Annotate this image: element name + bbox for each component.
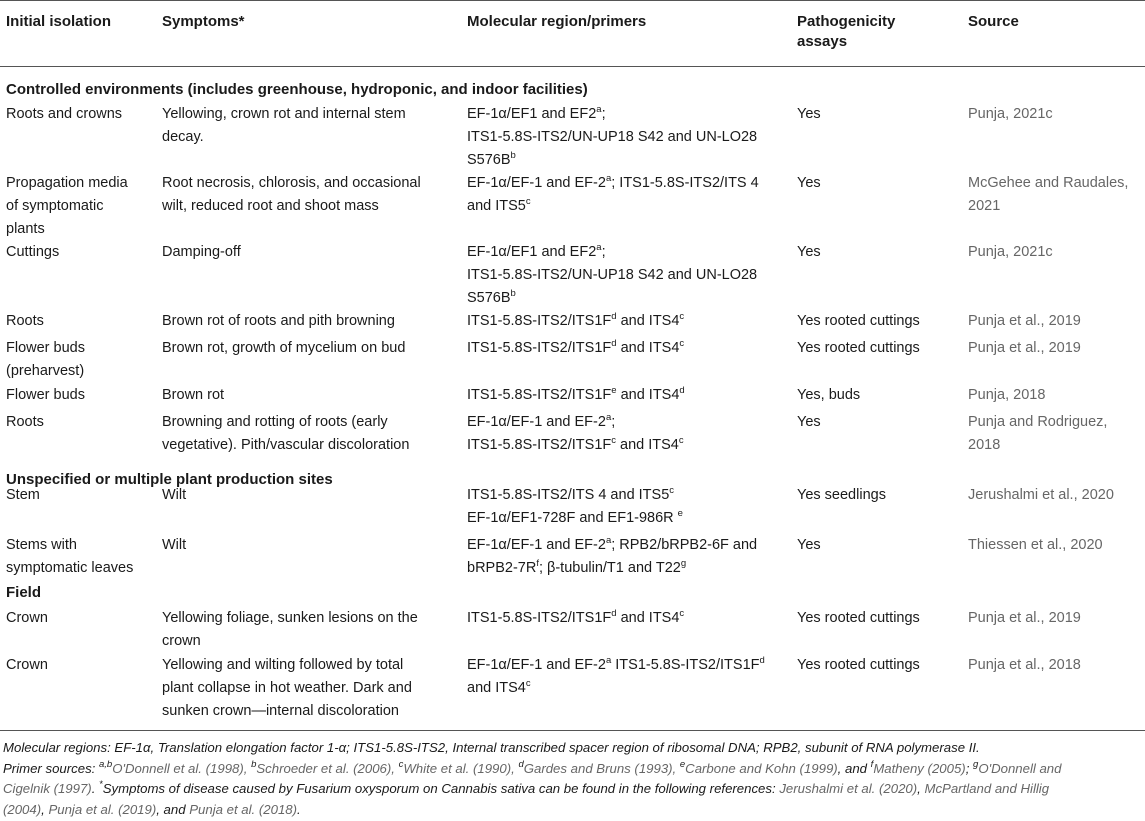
cell-pathogenicity-line: Yes bbox=[797, 414, 821, 430]
cell-molecular-region-line bbox=[467, 557, 802, 580]
cell-molecular-region bbox=[467, 337, 802, 360]
citation-link[interactable]: Punja et al. (2019) bbox=[48, 802, 157, 817]
cell-molecular-region-line bbox=[467, 195, 802, 218]
cell-initial-isolation-line: of symptomatic bbox=[6, 198, 104, 214]
cell-molecular-region-line bbox=[467, 534, 802, 557]
footnote-marker: c bbox=[669, 485, 675, 496]
cell-initial-isolation bbox=[6, 654, 154, 677]
cell-initial-isolation-line: (preharvest) bbox=[6, 363, 85, 379]
primer-text: ITS1-5.8S-ITS2/UN-UP18 S42 and UN-LO28 bbox=[467, 267, 758, 283]
table-header bbox=[0, 0, 1145, 66]
header-source: Source bbox=[968, 13, 1019, 30]
cell-initial-isolation-line: Crown bbox=[6, 610, 48, 626]
header-initial-isolation: Initial isolation bbox=[6, 13, 112, 30]
header-bottom-rule bbox=[0, 66, 1145, 67]
cell-initial-isolation bbox=[6, 241, 154, 264]
header-molecular-region: Molecular region/primers bbox=[467, 13, 647, 30]
cell-source bbox=[968, 607, 1143, 630]
footnote-marker: d bbox=[611, 338, 617, 349]
footnote-marker: * bbox=[99, 779, 103, 790]
cell-source-line: Punja et al., 2019 bbox=[968, 610, 1081, 626]
cell-source bbox=[968, 103, 1143, 126]
cell-pathogenicity-line: Yes seedlings bbox=[797, 487, 886, 503]
footnote-marker: d bbox=[518, 759, 524, 770]
cell-initial-isolation-line: Propagation media bbox=[6, 175, 128, 191]
cell-pathogenicity-line: Yes rooted cuttings bbox=[797, 340, 920, 356]
footnote-text: Symptoms of disease caused by Fusarium oxysporum on Cannabis sativa can be found in the following references: bbox=[102, 781, 780, 796]
primer-text: EF-1α/EF-1 and EF-2 bbox=[467, 175, 606, 191]
cell-symptoms-line: Browning and rotting of roots (early bbox=[162, 414, 388, 430]
cell-initial-isolation-line: symptomatic leaves bbox=[6, 560, 134, 576]
header-pathogenicity bbox=[797, 12, 957, 52]
cell-symptoms-line: Yellowing, crown rot and internal stem bbox=[162, 106, 406, 122]
cell-symptoms-line: plant collapse in hot weather. Dark and bbox=[162, 680, 412, 696]
section-heading: Unspecified or multiple plant production sites bbox=[6, 471, 333, 488]
cell-source-line: Punja et al., 2019 bbox=[968, 340, 1081, 356]
cell-initial-isolation-line: Cuttings bbox=[6, 244, 60, 260]
cell-source bbox=[968, 384, 1143, 407]
citation-link[interactable]: Carbone and Kohn (1999) bbox=[685, 761, 838, 776]
cell-source-line: Punja, 2018 bbox=[968, 387, 1046, 403]
citation-link[interactable]: O'Donnell and bbox=[978, 761, 1062, 776]
cell-pathogenicity-line: Yes rooted cuttings bbox=[797, 313, 920, 329]
cell-symptoms bbox=[162, 534, 447, 557]
cell-molecular-region-line bbox=[467, 411, 802, 434]
cell-source bbox=[968, 337, 1143, 360]
cell-symptoms bbox=[162, 310, 447, 333]
cell-symptoms-line: wilt, reduced root and shoot mass bbox=[162, 198, 379, 214]
primer-text: bRPB2-7R bbox=[467, 560, 537, 576]
cell-source bbox=[968, 172, 1143, 218]
cell-symptoms-line: Wilt bbox=[162, 537, 187, 553]
cell-molecular-region bbox=[467, 411, 802, 457]
cell-molecular-region-line bbox=[467, 287, 802, 310]
footnote-marker: d bbox=[611, 311, 617, 322]
footnote-marker: e bbox=[677, 508, 683, 519]
primer-text: and ITS4 bbox=[616, 340, 680, 356]
footnote-marker: c bbox=[611, 435, 616, 446]
footnote-marker: d bbox=[611, 608, 617, 619]
footnote-line bbox=[3, 738, 1143, 759]
footnote-marker: c bbox=[525, 678, 531, 689]
footnote-marker: b bbox=[510, 288, 516, 299]
cell-pathogenicity-line: Yes rooted cuttings bbox=[797, 657, 920, 673]
primer-text: and ITS4 bbox=[616, 610, 680, 626]
cell-symptoms-line: crown bbox=[162, 633, 201, 649]
footnote-text: . bbox=[297, 802, 301, 817]
cell-symptoms-line: Yellowing foliage, sunken lesions on the bbox=[162, 610, 418, 626]
footnote-marker: d bbox=[759, 655, 765, 666]
cell-symptoms bbox=[162, 241, 447, 264]
cell-molecular-region bbox=[467, 654, 802, 700]
cell-source bbox=[968, 241, 1143, 264]
primer-text: EF-1α/EF-1 and EF-2 bbox=[467, 657, 606, 673]
primer-text: ; bbox=[611, 414, 616, 430]
cell-initial-isolation bbox=[6, 310, 154, 333]
cell-pathogenicity bbox=[797, 241, 957, 264]
footnote-marker: a bbox=[605, 535, 612, 546]
cell-symptoms-line: decay. bbox=[162, 129, 204, 145]
cell-molecular-region-line bbox=[467, 149, 802, 172]
cell-pathogenicity bbox=[797, 172, 957, 195]
cell-molecular-region-line bbox=[467, 310, 802, 333]
cell-symptoms bbox=[162, 484, 447, 507]
primer-text: EF-1α/EF-1 and EF-2 bbox=[467, 537, 606, 553]
citation-link[interactable]: Cigelnik (1997) bbox=[3, 781, 92, 796]
cell-pathogenicity bbox=[797, 103, 957, 126]
cell-symptoms bbox=[162, 411, 447, 457]
footnote-marker: c bbox=[679, 311, 685, 322]
cell-symptoms-line: Root necrosis, chlorosis, and occasional bbox=[162, 175, 421, 191]
cell-initial-isolation bbox=[6, 337, 154, 383]
cell-initial-isolation-line: Roots bbox=[6, 313, 44, 329]
citation-link[interactable]: White et al. (1990), bbox=[403, 761, 519, 776]
cell-source-line: Punja et al., 2019 bbox=[968, 313, 1081, 329]
primer-text: ITS1-5.8S-ITS2/ITS 4 and ITS5 bbox=[467, 487, 670, 503]
cell-pathogenicity bbox=[797, 411, 957, 434]
cell-initial-isolation-line: plants bbox=[6, 221, 45, 237]
footnote-marker: c bbox=[525, 196, 531, 207]
primer-text: and ITS4 bbox=[616, 313, 680, 329]
primer-text: ITS1-5.8S-ITS2/ITS1F bbox=[467, 313, 612, 329]
cell-molecular-region bbox=[467, 103, 802, 172]
cell-molecular-region-line bbox=[467, 507, 802, 530]
cell-symptoms-line: Damping-off bbox=[162, 244, 241, 260]
cell-pathogenicity-line: Yes rooted cuttings bbox=[797, 610, 920, 626]
cell-initial-isolation bbox=[6, 103, 154, 126]
footnote-marker: a bbox=[596, 242, 602, 253]
cell-pathogenicity-line: Yes bbox=[797, 244, 821, 260]
citation-link[interactable]: O'Donnell et al. (1998), bbox=[112, 761, 252, 776]
primer-text: ITS1-5.8S-ITS2/ITS1F bbox=[467, 387, 612, 403]
header-symptoms: Symptoms* bbox=[162, 13, 245, 30]
cell-molecular-region-line bbox=[467, 607, 802, 630]
cell-initial-isolation bbox=[6, 172, 154, 241]
footnote-line bbox=[3, 779, 1143, 800]
primer-text: ; bbox=[601, 106, 606, 122]
citation-link[interactable]: Gardes and Bruns (1993), bbox=[523, 761, 680, 776]
cell-source bbox=[968, 654, 1143, 677]
cell-molecular-region-line bbox=[467, 484, 802, 507]
footnote-text: . bbox=[91, 781, 100, 796]
cell-source-line: Jerushalmi et al., 2020 bbox=[968, 487, 1114, 503]
cell-initial-isolation bbox=[6, 534, 154, 580]
cell-symptoms bbox=[162, 607, 447, 653]
cell-source-line: Punja, 2021c bbox=[968, 244, 1053, 260]
cell-initial-isolation-line: Stem bbox=[6, 487, 40, 503]
primer-text: ITS1-5.8S-ITS2/ITS1F bbox=[611, 657, 760, 673]
cell-molecular-region bbox=[467, 241, 802, 310]
footnote-marker: b bbox=[251, 759, 257, 770]
cell-symptoms-line: sunken crown—internal discoloration bbox=[162, 703, 399, 719]
cell-source-line: Punja et al., 2018 bbox=[968, 657, 1081, 673]
cell-source-line: 2018 bbox=[968, 437, 1001, 453]
cell-molecular-region-line bbox=[467, 337, 802, 360]
footnote-marker: b bbox=[510, 150, 516, 161]
primer-text: ; bbox=[601, 244, 606, 260]
cell-pathogenicity bbox=[797, 384, 957, 407]
footnote-line bbox=[3, 759, 1143, 780]
footnote-marker: a,b bbox=[99, 759, 113, 770]
cell-molecular-region-line bbox=[467, 126, 802, 149]
citation-link[interactable]: Matheny (2005) bbox=[873, 761, 966, 776]
primer-text: ITS1-5.8S-ITS2/UN-UP18 S42 and UN-LO28 bbox=[467, 129, 758, 145]
cell-molecular-region bbox=[467, 384, 802, 407]
primer-text: ; β-tubulin/T1 and T22 bbox=[538, 560, 681, 576]
cell-symptoms bbox=[162, 337, 447, 360]
footnote-marker: g bbox=[680, 558, 687, 569]
footnote-marker: e bbox=[679, 759, 686, 770]
footnote-text: , and bbox=[837, 761, 871, 776]
primer-text: and ITS4 bbox=[467, 680, 526, 696]
primer-text: S576B bbox=[467, 290, 511, 306]
cell-source-line: Punja and Rodriguez, bbox=[968, 414, 1108, 430]
cell-symptoms-line: Brown rot of roots and pith browning bbox=[162, 313, 395, 329]
cell-source-line: Thiessen et al., 2020 bbox=[968, 537, 1103, 553]
footnote-text: ; bbox=[965, 761, 974, 776]
primer-text: ITS1-5.8S-ITS2/ITS1F bbox=[467, 340, 612, 356]
cell-symptoms-line: Brown rot bbox=[162, 387, 225, 403]
footnote-text: , bbox=[917, 781, 925, 796]
footnote-line bbox=[3, 800, 1143, 821]
cell-initial-isolation-line: Crown bbox=[6, 657, 48, 673]
footnote-marker: c bbox=[398, 759, 404, 770]
cell-symptoms bbox=[162, 654, 447, 723]
cell-pathogenicity bbox=[797, 310, 957, 333]
cell-initial-isolation-line: Flower buds bbox=[6, 387, 85, 403]
primer-text: ITS1-5.8S-ITS2/ITS1F bbox=[467, 610, 612, 626]
footnote-marker: f bbox=[536, 558, 539, 569]
primer-text: EF-1α/EF1-728F and EF1-986R bbox=[467, 510, 678, 526]
cell-source-line: McGehee and Raudales, bbox=[968, 175, 1129, 191]
cell-source bbox=[968, 411, 1143, 457]
citation-link[interactable]: Punja et al. (2018) bbox=[189, 802, 298, 817]
primer-text: ; RPB2/bRPB2-6F and bbox=[611, 537, 758, 553]
header-pathogenicity-line2: assays bbox=[797, 33, 848, 50]
cell-initial-isolation-line: Stems with bbox=[6, 537, 77, 553]
cell-symptoms bbox=[162, 103, 447, 149]
footnote-marker: a bbox=[605, 412, 612, 423]
cell-pathogenicity bbox=[797, 534, 957, 557]
footnote-marker: a bbox=[605, 655, 612, 666]
footnote-marker: a bbox=[596, 104, 602, 115]
footnote-text: Primer sources: bbox=[3, 761, 99, 776]
cell-symptoms-line: vegetative). Pith/vascular discoloration bbox=[162, 437, 410, 453]
cell-molecular-region-line bbox=[467, 172, 802, 195]
citation-link[interactable]: (2004) bbox=[3, 802, 42, 817]
cell-symptoms bbox=[162, 384, 447, 407]
footnote-text: , bbox=[41, 802, 49, 817]
cell-molecular-region-line bbox=[467, 654, 802, 677]
citation-link[interactable]: Jerushalmi et al. (2020) bbox=[779, 781, 918, 796]
cell-initial-isolation-line: Flower buds bbox=[6, 340, 85, 356]
cell-initial-isolation-line: Roots and crowns bbox=[6, 106, 123, 122]
cell-initial-isolation bbox=[6, 484, 154, 507]
footnote-marker: c bbox=[678, 435, 684, 446]
footnote-marker: d bbox=[679, 385, 685, 396]
cell-molecular-region bbox=[467, 607, 802, 630]
cell-pathogenicity-line: Yes, buds bbox=[797, 387, 861, 403]
table-bottom-rule bbox=[0, 730, 1145, 731]
citation-link[interactable]: McPartland and Hillig bbox=[924, 781, 1050, 796]
cell-source bbox=[968, 310, 1143, 333]
primer-text: EF-1α/EF-1 and EF-2 bbox=[467, 414, 606, 430]
cell-pathogenicity-line: Yes bbox=[797, 537, 821, 553]
cell-initial-isolation-line: Roots bbox=[6, 414, 44, 430]
cell-initial-isolation bbox=[6, 607, 154, 630]
cell-molecular-region bbox=[467, 534, 802, 580]
cell-pathogenicity-line: Yes bbox=[797, 175, 821, 191]
footnote-marker: c bbox=[679, 608, 685, 619]
cell-molecular-region-line bbox=[467, 677, 802, 700]
primer-text: and ITS4 bbox=[616, 437, 679, 453]
primer-text: and ITS5 bbox=[467, 198, 526, 214]
section-heading: Field bbox=[6, 584, 42, 601]
cell-initial-isolation bbox=[6, 411, 154, 434]
cell-source-line: 2021 bbox=[968, 198, 1001, 214]
header-pathogenicity-line1: Pathogenicity bbox=[797, 13, 896, 30]
cell-pathogenicity-line: Yes bbox=[797, 106, 821, 122]
cell-molecular-region bbox=[467, 310, 802, 333]
cell-molecular-region bbox=[467, 484, 802, 530]
cell-symptoms-line: Brown rot, growth of mycelium on bud bbox=[162, 340, 406, 356]
primer-text: ; ITS1-5.8S-ITS2/ITS 4 bbox=[611, 175, 759, 191]
footnote-marker: g bbox=[973, 759, 979, 770]
cell-source bbox=[968, 534, 1143, 557]
primer-text: S576B bbox=[467, 152, 511, 168]
cell-source bbox=[968, 484, 1143, 507]
cell-symptoms-line: Yellowing and wilting followed by total bbox=[162, 657, 404, 673]
cell-molecular-region-line bbox=[467, 103, 802, 126]
cell-molecular-region-line bbox=[467, 264, 802, 287]
cell-symptoms bbox=[162, 172, 447, 218]
cell-pathogenicity bbox=[797, 484, 957, 507]
cell-pathogenicity bbox=[797, 607, 957, 630]
cell-pathogenicity bbox=[797, 654, 957, 677]
cell-molecular-region-line bbox=[467, 434, 802, 457]
footnote-marker: f bbox=[870, 759, 874, 770]
footnote-marker: e bbox=[611, 385, 617, 396]
citation-link[interactable]: Schroeder et al. (2006), bbox=[256, 761, 399, 776]
footnote-marker: c bbox=[679, 338, 685, 349]
cell-molecular-region-line bbox=[467, 384, 802, 407]
cell-symptoms-line: Wilt bbox=[162, 487, 187, 503]
section-heading: Controlled environments (includes greenhouse, hydroponic, and indoor facilities) bbox=[6, 81, 588, 98]
primer-text: ITS1-5.8S-ITS2/ITS1F bbox=[467, 437, 612, 453]
cell-molecular-region bbox=[467, 172, 802, 218]
footnote-text: Molecular regions: EF-1α, Translation elongation factor 1-α; ITS1-5.8S-ITS2, Internal transcribed spacer region of ribosomal DNA; RPB2, subunit of RNA polymerase II. bbox=[3, 740, 980, 755]
cell-molecular-region-line bbox=[467, 241, 802, 264]
footnote-marker: a bbox=[605, 173, 612, 184]
cell-pathogenicity bbox=[797, 337, 957, 360]
primer-text: EF-1α/EF1 and EF2 bbox=[467, 106, 597, 122]
cell-initial-isolation bbox=[6, 384, 154, 407]
footnote-text: , and bbox=[156, 802, 190, 817]
primer-text: and ITS4 bbox=[616, 387, 680, 403]
primer-text: EF-1α/EF1 and EF2 bbox=[467, 244, 597, 260]
cell-source-line: Punja, 2021c bbox=[968, 106, 1053, 122]
